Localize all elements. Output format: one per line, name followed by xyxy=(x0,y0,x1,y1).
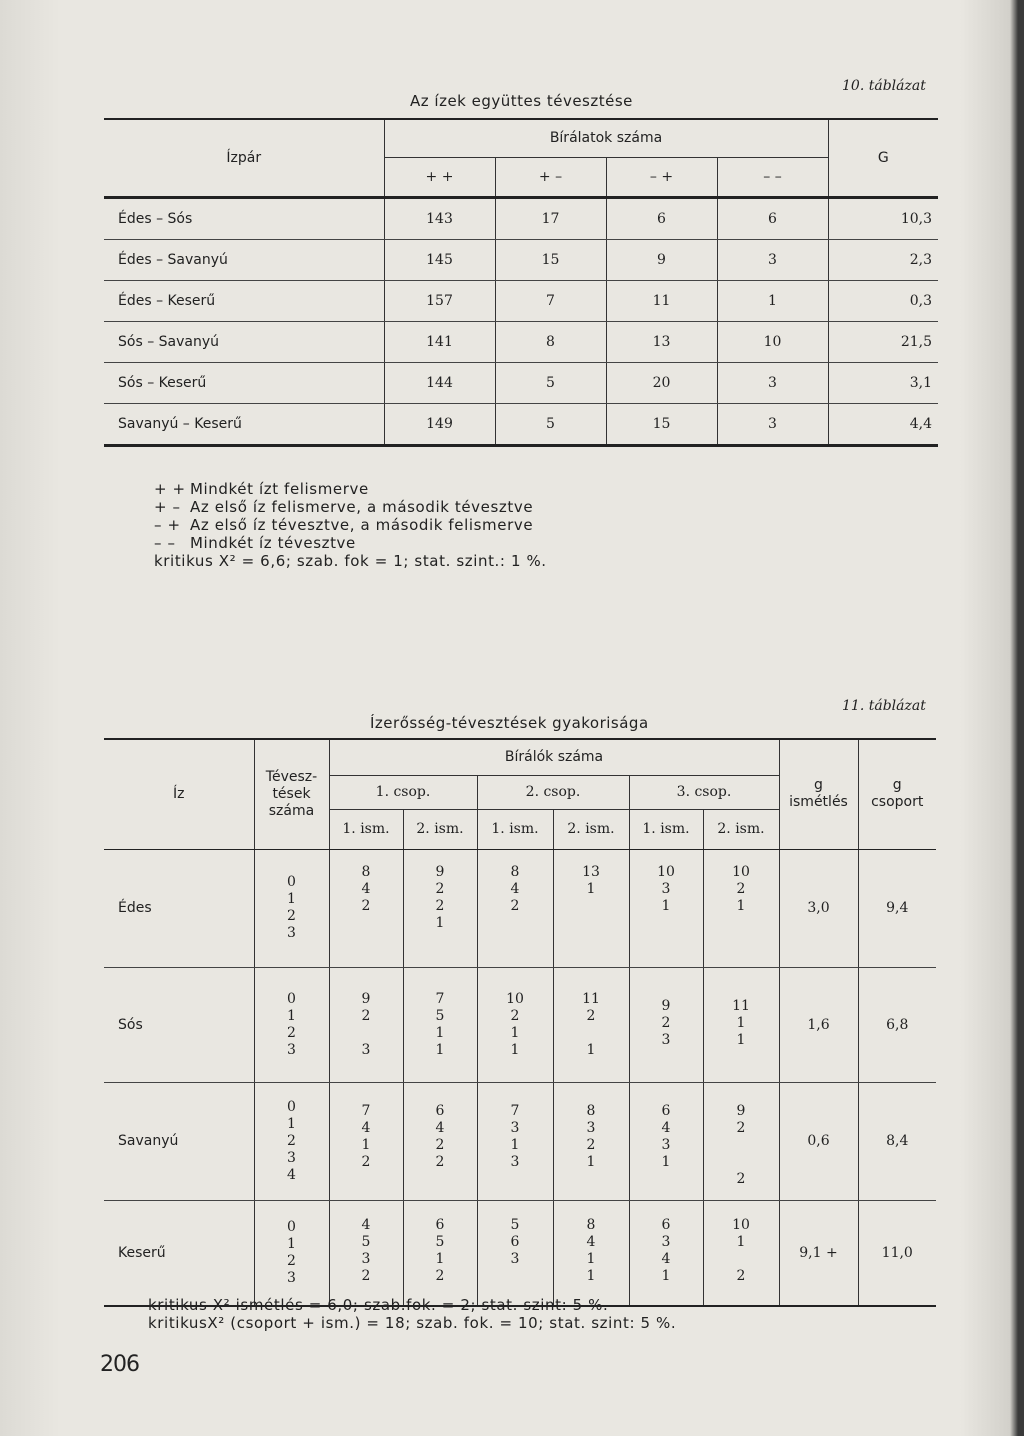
cell-g: 2,3 xyxy=(828,239,938,280)
cell: 149 xyxy=(384,403,495,445)
row-name: Sós – Savanyú xyxy=(104,321,384,362)
taste-name: Keserű xyxy=(118,1244,166,1261)
cell: 4 5 3 2 xyxy=(329,1200,403,1306)
cell: 8 3 2 1 xyxy=(553,1082,629,1200)
table-10 xyxy=(104,118,938,447)
cell: 11 1 1 xyxy=(703,967,779,1082)
errors-values: 0 1 2 3 xyxy=(254,849,329,967)
cell-g-group: 9,4 xyxy=(858,849,936,967)
header-ism: 1. ism. xyxy=(477,809,553,849)
header-col-pp: + + xyxy=(384,157,495,197)
cell: 8 4 2 xyxy=(477,849,553,967)
legend-item xyxy=(154,498,547,516)
cell: 11 2 1 xyxy=(553,967,629,1082)
header-group: Bírálók száma xyxy=(329,739,779,775)
legend-item xyxy=(154,480,547,498)
cell-g: 4,4 xyxy=(828,403,938,445)
cell: 6 4 2 2 xyxy=(403,1082,477,1200)
legend-symbol: – + xyxy=(154,516,181,534)
cell: 145 xyxy=(384,239,495,280)
cell: 13 xyxy=(606,321,717,362)
header-g-rep: g ismétlés xyxy=(779,739,858,849)
header-ism: 1. ism. xyxy=(329,809,403,849)
header-group-2: 2. csop. xyxy=(477,775,629,809)
table-row xyxy=(104,239,938,280)
cell: 8 4 1 1 xyxy=(553,1200,629,1306)
header-col-pm: + – xyxy=(495,157,606,197)
cell-g-rep: 9,1 + xyxy=(779,1200,858,1306)
cell: 6 5 1 2 xyxy=(403,1200,477,1306)
table-row xyxy=(104,1082,936,1200)
cell-g-group: 8,4 xyxy=(858,1082,936,1200)
table-11-footer xyxy=(148,1296,676,1332)
row-name: Édes – Sós xyxy=(104,197,384,239)
row-name: Édes – Savanyú xyxy=(104,239,384,280)
cell: 7 5 1 1 xyxy=(403,967,477,1082)
cell: 6 xyxy=(606,197,717,239)
table-row xyxy=(104,280,938,321)
header-col-mm: – – xyxy=(717,157,828,197)
header-taste: Íz xyxy=(104,739,254,849)
cell: 10 1 2 xyxy=(703,1200,779,1306)
cell-g-rep: 3,0 xyxy=(779,849,858,967)
header-ism: 1. ism. xyxy=(629,809,703,849)
header-group-1: 1. csop. xyxy=(329,775,477,809)
row-name: Édes – Keserű xyxy=(104,280,384,321)
table-row xyxy=(104,967,936,1082)
cell-g-group: 11,0 xyxy=(858,1200,936,1306)
legend-item xyxy=(154,534,547,552)
table-row xyxy=(104,321,938,362)
cell: 11 xyxy=(606,280,717,321)
header-ism: 2. ism. xyxy=(703,809,779,849)
table-11 xyxy=(104,738,936,1307)
cell: 144 xyxy=(384,362,495,403)
cell: 8 4 2 xyxy=(329,849,403,967)
cell: 15 xyxy=(495,239,606,280)
legend-text: Mindkét ízt felismerve xyxy=(190,480,369,498)
cell: 10 xyxy=(717,321,828,362)
errors-values: 0 1 2 3 xyxy=(254,967,329,1082)
errors-values: 0 1 2 3 4 xyxy=(254,1082,329,1200)
table-row xyxy=(104,362,938,403)
cell: 17 xyxy=(495,197,606,239)
page-number: 206 xyxy=(100,1352,139,1377)
cell: 3 xyxy=(717,239,828,280)
cell: 6 xyxy=(717,197,828,239)
header-pair: Ízpár xyxy=(104,119,384,197)
legend-item xyxy=(154,516,547,534)
cell: 7 3 1 3 xyxy=(477,1082,553,1200)
cell: 7 xyxy=(495,280,606,321)
table-10-label: 10. táblázat xyxy=(842,78,926,94)
stat-line: kritikus X² ismétlés = 6,0; szab.fok. = 2; stat. szint: 5 %. xyxy=(148,1296,609,1314)
cell: 9 2 2 1 xyxy=(403,849,477,967)
taste-name: Savanyú xyxy=(104,1082,254,1200)
cell: 3 xyxy=(717,362,828,403)
cell: 6 4 3 1 xyxy=(629,1082,703,1200)
cell: 3 xyxy=(717,403,828,445)
table-row xyxy=(104,1200,936,1306)
cell: 10 2 1 xyxy=(703,849,779,967)
legend-text: Mindkét íz tévesztve xyxy=(190,534,356,552)
errors-values: 0 1 2 3 xyxy=(254,1200,329,1306)
cell: 8 xyxy=(495,321,606,362)
cell: 5 xyxy=(495,403,606,445)
legend-symbol: + – xyxy=(154,498,181,516)
stat-line: kritikusX² (csoport + ism.) = 18; szab. fok. = 10; stat. szint: 5 %. xyxy=(148,1314,677,1332)
cell: 15 xyxy=(606,403,717,445)
legend-text: Az első íz felismerve, a második tévesztve xyxy=(190,498,534,516)
header-errors: Tévesz- tések száma xyxy=(254,739,329,849)
table-row xyxy=(104,849,936,967)
cell: 10 2 1 1 xyxy=(477,967,553,1082)
cell: 1 xyxy=(717,280,828,321)
table-10-legend xyxy=(154,480,547,570)
header-ism: 2. ism. xyxy=(553,809,629,849)
legend-symbol: + + xyxy=(154,480,186,498)
cell-g-rep: 0,6 xyxy=(779,1082,858,1200)
legend-text: Az első íz tévesztve, a második felismerve xyxy=(190,516,534,534)
header-group-3: 3. csop. xyxy=(629,775,779,809)
header-g: G xyxy=(828,119,938,197)
cell: 10 3 1 xyxy=(629,849,703,967)
table-11-title: Ízerősség-tévesztések gyakorisága xyxy=(370,714,649,732)
cell: 5 6 3 xyxy=(477,1200,553,1306)
cell: 13 1 xyxy=(553,849,629,967)
cell-g-group: 6,8 xyxy=(858,967,936,1082)
table-11-label: 11. táblázat xyxy=(842,698,926,714)
cell-g: 3,1 xyxy=(828,362,938,403)
cell: 6 3 4 1 xyxy=(629,1200,703,1306)
cell: 143 xyxy=(384,197,495,239)
cell: 141 xyxy=(384,321,495,362)
cell-g: 10,3 xyxy=(828,197,938,239)
cell-g: 21,5 xyxy=(828,321,938,362)
table-row xyxy=(104,197,938,239)
header-g-group: g csoport xyxy=(858,739,936,849)
stat-line: kritikus X² = 6,6; szab. fok = 1; stat. szint.: 1 %. xyxy=(154,552,547,570)
table-10-title: Az ízek együttes tévesztése xyxy=(410,92,633,110)
taste-name: Sós xyxy=(104,967,254,1082)
row-name: Savanyú – Keserű xyxy=(118,415,242,432)
header-group: Bírálatok száma xyxy=(384,119,828,157)
cell: 20 xyxy=(606,362,717,403)
table-row xyxy=(104,403,938,445)
cell: 9 xyxy=(606,239,717,280)
row-name: Sós – Keserű xyxy=(104,362,384,403)
cell: 157 xyxy=(384,280,495,321)
cell-g: 0,3 xyxy=(828,280,938,321)
legend-symbol: – – xyxy=(154,534,176,552)
cell-g-rep: 1,6 xyxy=(779,967,858,1082)
taste-name: Édes xyxy=(104,849,254,967)
cell: 9 2 3 xyxy=(629,967,703,1082)
cell: 5 xyxy=(495,362,606,403)
header-col-mp: – + xyxy=(606,157,717,197)
cell: 7 4 1 2 xyxy=(329,1082,403,1200)
cell: 9 2 2 xyxy=(703,1082,779,1200)
cell: 9 2 3 xyxy=(329,967,403,1082)
header-ism: 2. ism. xyxy=(403,809,477,849)
